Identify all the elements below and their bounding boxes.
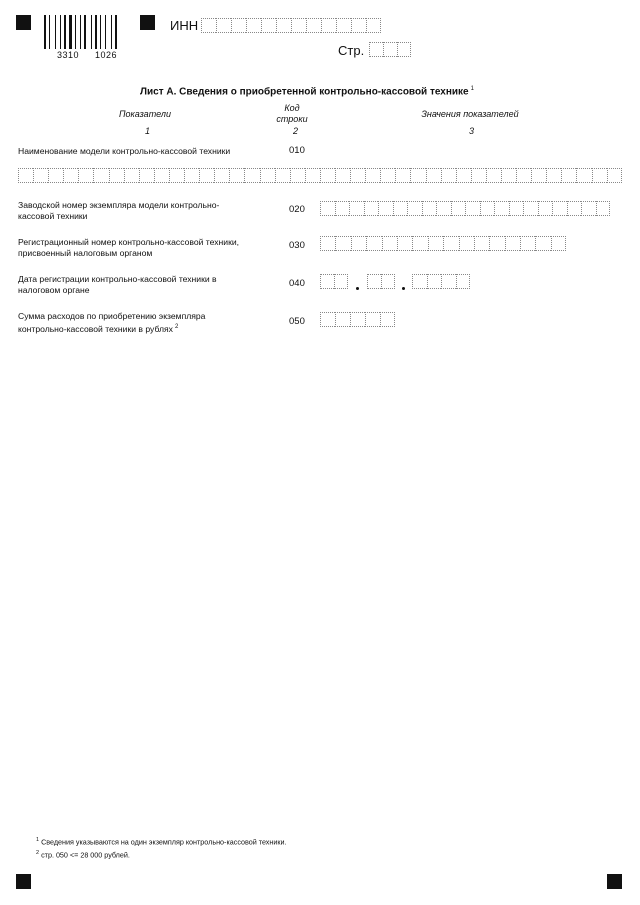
barcode [44, 15, 124, 49]
char-cell[interactable] [199, 168, 214, 183]
char-cell[interactable] [334, 274, 348, 289]
date-month-field[interactable] [367, 274, 395, 289]
row-030-label: Регистрационный номер контрольно-кассовой техники, присвоенный налоговым органом [18, 237, 240, 258]
corner-marker-top-left [16, 15, 31, 30]
char-cell[interactable] [351, 18, 366, 33]
row-010-code: 010 [289, 145, 305, 156]
char-cell[interactable] [422, 201, 437, 216]
char-cell[interactable] [426, 168, 441, 183]
char-cell[interactable] [410, 168, 425, 183]
char-cell[interactable] [231, 18, 246, 33]
corner-marker-bottom-left [16, 874, 31, 889]
char-cell[interactable] [546, 168, 561, 183]
char-cell[interactable] [260, 168, 275, 183]
barcode-bar [95, 15, 97, 49]
barcode-bar [80, 15, 81, 49]
barcode-bar [47, 15, 48, 49]
char-cell[interactable] [383, 42, 397, 57]
row-030-code: 030 [289, 240, 305, 251]
barcode-bar [51, 15, 54, 49]
barcode-bar [55, 15, 56, 49]
char-cell[interactable] [395, 168, 410, 183]
char-cell[interactable] [407, 201, 422, 216]
char-cell[interactable] [471, 168, 486, 183]
char-cell[interactable] [459, 236, 474, 251]
char-cell[interactable] [18, 168, 33, 183]
char-cell[interactable] [350, 168, 365, 183]
char-cell[interactable] [465, 201, 480, 216]
barcode-bar [98, 15, 99, 49]
row-050-label: Сумма расходов по приобретению экземпляра контрольно-кассовой техники в рублях $^2$ [18, 311, 206, 334]
char-cell[interactable] [184, 168, 199, 183]
char-cell[interactable] [428, 236, 443, 251]
barcode-bar [77, 15, 79, 49]
page-number-field[interactable] [369, 42, 411, 57]
barcode-bar [49, 15, 50, 49]
char-cell[interactable] [451, 201, 466, 216]
row-020-code: 020 [289, 204, 305, 215]
column-number-1: 1 [145, 126, 151, 136]
row-050-code: 050 [289, 316, 305, 327]
barcode-bar [44, 15, 46, 49]
char-cell[interactable] [335, 236, 350, 251]
char-cell[interactable] [78, 168, 93, 183]
row-010-label: Наименование модели контрольно-кассовой техники [18, 146, 231, 156]
char-cell[interactable] [531, 168, 546, 183]
char-cell[interactable] [63, 168, 78, 183]
barcode-bar [57, 15, 59, 49]
barcode-bar [113, 15, 114, 49]
char-cell[interactable] [335, 168, 350, 183]
char-cell[interactable] [538, 201, 553, 216]
char-cell[interactable] [489, 236, 504, 251]
char-cell[interactable] [607, 168, 622, 183]
date-separator-1 [356, 287, 359, 290]
char-cell[interactable] [291, 18, 306, 33]
char-cell[interactable] [335, 201, 350, 216]
char-cell[interactable] [305, 168, 320, 183]
char-cell[interactable] [169, 168, 184, 183]
date-separator-2 [402, 287, 405, 290]
char-cell[interactable] [109, 168, 124, 183]
char-cell[interactable] [139, 168, 154, 183]
char-cell[interactable] [456, 274, 471, 289]
char-cell[interactable] [367, 274, 381, 289]
char-cell[interactable] [516, 168, 531, 183]
corner-marker-top-right [140, 15, 155, 30]
row-050-footnote-ref: 2 [174, 323, 179, 330]
char-cell[interactable] [364, 201, 379, 216]
char-cell[interactable] [581, 201, 596, 216]
char-cell[interactable] [124, 168, 139, 183]
inn-label: ИНН [170, 18, 199, 33]
barcode-bar [73, 15, 74, 49]
char-cell[interactable] [214, 168, 229, 183]
char-cell[interactable] [201, 18, 216, 33]
barcode-bar [67, 15, 68, 49]
char-cell[interactable] [535, 236, 550, 251]
column-header-indicators: Показатели [119, 109, 171, 119]
column-number-3: 3 [469, 126, 475, 136]
barcode-bar [60, 15, 61, 49]
char-cell[interactable] [366, 18, 381, 33]
char-cell[interactable] [306, 18, 321, 33]
barcode-bar [105, 15, 106, 49]
char-cell[interactable] [456, 168, 471, 183]
barcode-bar [107, 15, 110, 49]
char-cell[interactable] [321, 18, 336, 33]
char-cell[interactable] [552, 201, 567, 216]
char-cell[interactable] [381, 274, 395, 289]
char-cell[interactable] [505, 236, 520, 251]
barcode-bar [100, 15, 101, 49]
char-cell[interactable] [382, 236, 397, 251]
char-cell[interactable] [350, 312, 365, 327]
row-040-label: Дата регистрации контрольно-кассовой техники в налоговом органе [18, 274, 217, 295]
barcode-bar [93, 15, 94, 49]
char-cell[interactable] [320, 168, 335, 183]
registration-number-field[interactable] [320, 236, 566, 251]
char-cell[interactable] [366, 236, 381, 251]
char-cell[interactable] [592, 168, 607, 183]
barcode-bar [87, 15, 90, 49]
char-cell[interactable] [246, 18, 261, 33]
char-cell[interactable] [523, 201, 538, 216]
barcode-bar [82, 15, 83, 49]
char-cell[interactable] [551, 236, 566, 251]
barcode-bar [115, 15, 117, 49]
barcode-bar [102, 15, 104, 49]
char-cell[interactable] [561, 168, 576, 183]
barcode-bar [64, 15, 66, 49]
char-cell[interactable] [412, 274, 427, 289]
char-cell[interactable] [33, 168, 48, 183]
sheet-title: Лист А. Сведения о приобретенной контрольно-кассовой технике $^1$ [140, 86, 474, 98]
char-cell[interactable] [397, 42, 411, 57]
char-cell[interactable] [48, 168, 63, 183]
char-cell[interactable] [474, 236, 489, 251]
char-cell[interactable] [351, 236, 366, 251]
char-cell[interactable] [412, 236, 427, 251]
char-cell[interactable] [275, 168, 290, 183]
char-cell[interactable] [380, 312, 395, 327]
footnote-1: $^1$ Сведения указываются на один экземпляр контрольно-кассовой техники. [36, 837, 287, 847]
char-cell[interactable] [320, 274, 334, 289]
char-cell[interactable] [427, 274, 442, 289]
char-cell[interactable] [276, 18, 291, 33]
char-cell[interactable] [93, 168, 108, 183]
char-cell[interactable] [480, 201, 495, 216]
char-cell[interactable] [567, 201, 582, 216]
char-cell[interactable] [393, 201, 408, 216]
char-cell[interactable] [443, 236, 458, 251]
inn-field[interactable] [201, 18, 381, 33]
barcode-bar [91, 15, 92, 49]
char-cell[interactable] [365, 168, 380, 183]
model-name-field[interactable] [18, 168, 622, 183]
barcode-bar [69, 15, 72, 49]
char-cell[interactable] [397, 236, 412, 251]
char-cell[interactable] [349, 201, 364, 216]
char-cell[interactable] [261, 18, 276, 33]
serial-number-field[interactable] [320, 201, 610, 216]
char-cell[interactable] [494, 201, 509, 216]
char-cell[interactable] [486, 168, 501, 183]
page-label: Стр. [338, 43, 365, 58]
char-cell[interactable] [336, 18, 351, 33]
barcode-bar [75, 15, 76, 49]
char-cell[interactable] [369, 42, 383, 57]
char-cell[interactable] [501, 168, 516, 183]
char-cell[interactable] [378, 201, 393, 216]
char-cell[interactable] [320, 312, 335, 327]
char-cell[interactable] [520, 236, 535, 251]
barcode-bar [111, 15, 112, 49]
column-header-line-code: Код строки [276, 103, 308, 124]
barcode-number-right: 1026 [95, 50, 118, 60]
char-cell[interactable] [154, 168, 169, 183]
char-cell[interactable] [436, 201, 451, 216]
char-cell[interactable] [320, 236, 335, 251]
barcode-bar [62, 15, 63, 49]
date-year-field[interactable] [412, 274, 470, 289]
purchase-amount-field[interactable] [320, 312, 395, 327]
barcode-bar [118, 15, 119, 49]
barcode-bar [84, 15, 86, 49]
date-day-field[interactable] [320, 274, 348, 289]
char-cell[interactable] [216, 18, 231, 33]
char-cell[interactable] [335, 312, 350, 327]
footnote-2: $^2$ стр. 050 <= 28 000 рублей. [36, 850, 130, 860]
char-cell[interactable] [229, 168, 244, 183]
char-cell[interactable] [380, 168, 395, 183]
row-020-label: Заводской номер экземпляра модели контрольно-кассовой техники [18, 200, 220, 221]
char-cell[interactable] [441, 168, 456, 183]
char-cell[interactable] [365, 312, 380, 327]
row-040-code: 040 [289, 278, 305, 289]
char-cell[interactable] [244, 168, 259, 183]
char-cell[interactable] [320, 201, 335, 216]
char-cell[interactable] [290, 168, 305, 183]
char-cell[interactable] [441, 274, 456, 289]
column-number-2: 2 [293, 126, 299, 136]
column-header-values: Значения показателей [421, 109, 519, 119]
char-cell[interactable] [596, 201, 611, 216]
char-cell[interactable] [576, 168, 591, 183]
char-cell[interactable] [509, 201, 524, 216]
barcode-number-left: 3310 [57, 50, 80, 60]
corner-marker-bottom-right [607, 874, 622, 889]
